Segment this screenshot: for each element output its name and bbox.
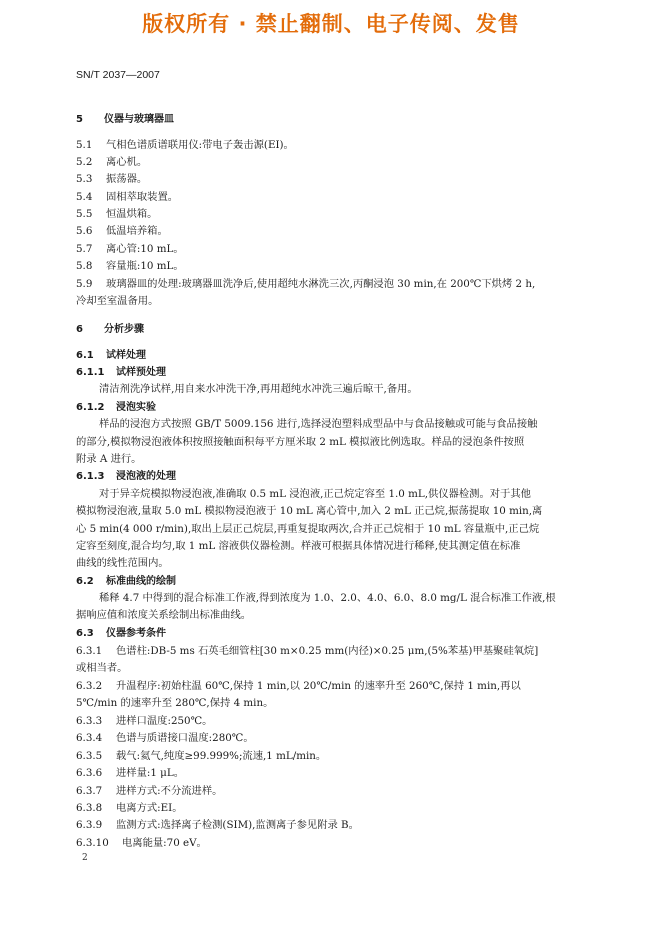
item-number: 5.7 — [76, 243, 93, 255]
subsection-number: 6.1.3 — [76, 471, 105, 482]
paragraph-line: 或相当者。 — [76, 662, 128, 674]
subsection-title: 浸泡实验 — [116, 402, 156, 413]
list-item — [76, 764, 184, 779]
item-text: 玻璃器皿的处理:玻璃器皿洗净后,使用超纯水淋洗三次,丙酮浸泡 30 min,在 200℃下烘烤 2 h, — [106, 278, 536, 290]
paragraph-line: 5℃/min 的速率升至 280℃,保持 4 min。 — [76, 697, 274, 709]
list-item — [76, 712, 212, 727]
item-text: 离心机。 — [106, 156, 148, 168]
list-item — [76, 782, 222, 797]
list-item — [76, 642, 538, 657]
paragraph-line: 清洁剂洗净试样,用自来水冲洗干净,再用超纯水冲洗三遍后晾干,备用。 — [99, 383, 418, 395]
item-number: 6.3.7 — [76, 785, 103, 797]
page-number: 2 — [82, 853, 88, 863]
subsection-heading — [76, 572, 176, 587]
list-item — [76, 222, 168, 237]
list-item — [76, 799, 183, 814]
list-item — [76, 153, 147, 168]
item-number: 5.9 — [76, 278, 93, 290]
item-number: 5.2 — [76, 156, 93, 168]
subsection-title: 试样处理 — [106, 350, 146, 361]
subsection-title: 浸泡液的处理 — [116, 471, 176, 482]
paragraph-line: 曲线的线性范围内。 — [76, 557, 169, 569]
item-text: 容量瓶:10 mL。 — [106, 260, 184, 272]
item-number: 5.4 — [76, 191, 93, 203]
item-number: 5.3 — [76, 173, 93, 185]
paragraph-line: 心 5 min(4 000 r/min),取出上层正己烷层,再重复提取两次,合并正己烷相于 10 mL 容量瓶中,正己烷 — [76, 523, 540, 535]
item-number: 5.1 — [76, 139, 93, 151]
subsection-title: 仪器参考条件 — [106, 628, 166, 639]
subsection-title: 试样预处理 — [116, 367, 166, 378]
item-text: 进样方式:不分流进样。 — [116, 785, 223, 797]
list-item — [76, 257, 184, 272]
item-text: 进样量:1 μL。 — [116, 767, 185, 779]
subsection-number: 6.1 — [76, 350, 94, 361]
section-number: 6 — [76, 324, 83, 335]
list-item — [76, 834, 207, 849]
subsection-heading — [76, 398, 156, 413]
item-text: 电离能量:70 eV。 — [122, 837, 207, 849]
item-text: 气相色谱质谱联用仪:带电子轰击源(EI)。 — [106, 139, 294, 151]
item-text: 色谱柱:DB-5 ms 石英毛细管柱[30 m×0.25 mm(内径)×0.25 μm,(5%苯基)甲基聚硅氧烷] — [116, 645, 539, 657]
paragraph-line: 样品的浸泡方式按照 GB/T 5009.156 进行,选择浸泡塑料成型品中与食品接触或可能与食品接触 — [99, 418, 538, 430]
item-number: 6.3.6 — [76, 767, 103, 779]
item-number: 6.3.9 — [76, 819, 103, 831]
list-item — [76, 677, 521, 692]
subsection-number: 6.3 — [76, 628, 94, 639]
item-number: 6.3.3 — [76, 715, 103, 727]
item-text: 低温培养箱。 — [106, 225, 168, 237]
item-text: 固相萃取装置。 — [106, 191, 179, 203]
list-item — [76, 170, 147, 185]
subsection-number: 6.2 — [76, 576, 94, 587]
item-text: 振荡器。 — [106, 173, 148, 185]
list-item — [76, 240, 184, 255]
section-title: 分析步骤 — [104, 324, 144, 335]
subsection-heading — [76, 467, 176, 482]
subsection-heading — [76, 346, 146, 361]
item-number: 6.3.5 — [76, 750, 103, 762]
list-item — [76, 816, 359, 831]
paragraph-line: 模拟物浸泡液,量取 5.0 mL 模拟物浸泡液于 10 mL 离心管中,加入 2 mL 正己烷,振荡提取 10 min,离 — [76, 505, 543, 517]
section-number: 5 — [76, 114, 83, 125]
paragraph-line: 据响应值和浓度关系绘制出标准曲线。 — [76, 609, 252, 621]
subsection-title: 标准曲线的绘制 — [106, 576, 176, 587]
item-number: 6.3.4 — [76, 732, 103, 744]
item-text: 监测方式:选择离子检测(SIM),监测离子参见附录 B。 — [116, 819, 359, 831]
document-number: SN/T 2037—2007 — [76, 69, 160, 81]
subsection-heading — [76, 624, 166, 639]
item-number: 6.3.8 — [76, 802, 103, 814]
list-item — [76, 205, 157, 220]
paragraph-line: 的部分,模拟物浸泡液体积按照接触面积每平方厘米取 2 mL 模拟液比例选取。样品的浸泡条件按照 — [76, 436, 525, 448]
section-title: 仪器与玻璃器皿 — [104, 114, 174, 125]
list-item — [76, 275, 535, 290]
list-item — [76, 747, 326, 762]
paragraph-line: 对于异辛烷模拟物浸泡液,准确取 0.5 mL 浸泡液,正己烷定容至 1.0 mL,供仪器检测。对于其他 — [99, 488, 531, 500]
item-number: 5.8 — [76, 260, 93, 272]
item-text: 电离方式:EI。 — [116, 802, 183, 814]
item-text: 离心管:10 mL。 — [106, 243, 184, 255]
item-number: 6.3.2 — [76, 680, 103, 692]
item-number: 5.6 — [76, 225, 93, 237]
list-item — [76, 729, 254, 744]
item-number: 6.3.10 — [76, 837, 109, 849]
copyright-watermark: 版权所有 · 禁止翻制、电子传阅、发售 — [142, 12, 520, 36]
section-heading — [76, 320, 144, 335]
list-item — [76, 188, 178, 203]
subsection-number: 6.1.1 — [76, 367, 105, 378]
item-text: 恒温烘箱。 — [106, 208, 158, 220]
item-text: 升温程序:初始柱温 60℃,保持 1 min,以 20℃/min 的速率升至 260℃,保持 1 min,再以 — [116, 680, 521, 692]
paragraph-line: 冷却至室温备用。 — [76, 295, 159, 307]
item-text: 载气:氦气,纯度≥99.999%;流速,1 mL/min。 — [116, 750, 327, 762]
paragraph-line: 稀释 4.7 中得到的混合标准工作液,得到浓度为 1.0、2.0、4.0、6.0、8.0 mg/L 混合标准工作液,根 — [99, 592, 556, 604]
subsection-heading — [76, 363, 166, 378]
list-item — [76, 136, 294, 151]
section-heading — [76, 110, 174, 125]
paragraph-line: 附录 A 进行。 — [76, 453, 142, 465]
subsection-number: 6.1.2 — [76, 402, 105, 413]
item-text: 色谱与质谱接口温度:280℃。 — [116, 732, 254, 744]
item-number: 5.5 — [76, 208, 93, 220]
item-text: 进样口温度:250℃。 — [116, 715, 213, 727]
paragraph-line: 定容至刻度,混合均匀,取 1 mL 溶液供仪器检测。样液可根据具体情况进行稀释,使其测定值在标准 — [76, 540, 521, 552]
item-number: 6.3.1 — [76, 645, 103, 657]
